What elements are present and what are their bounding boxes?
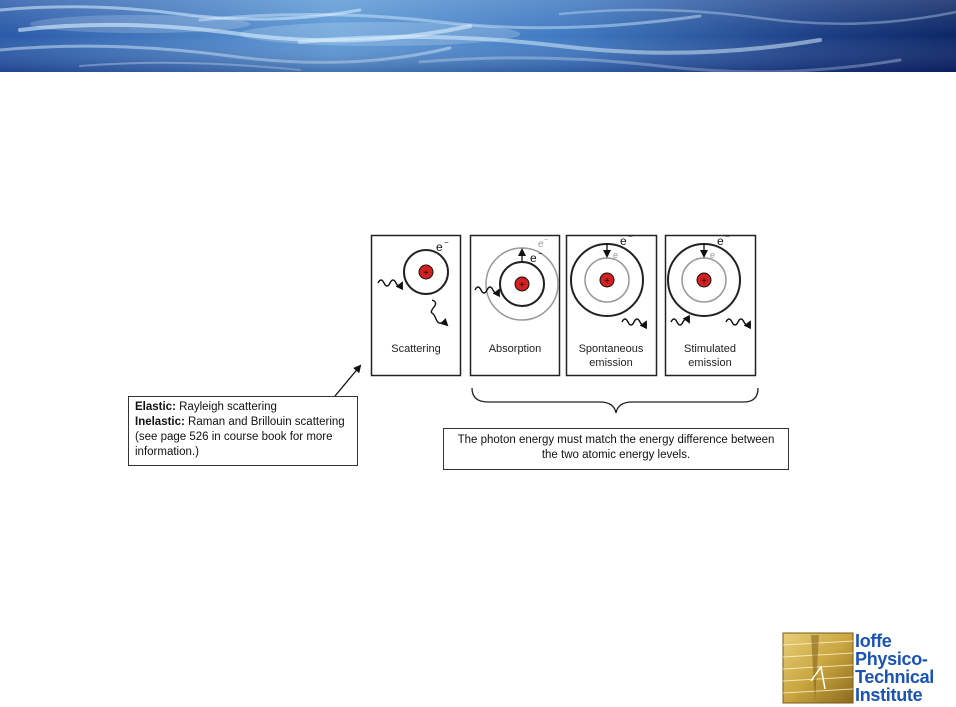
electron-label-stimulated: e (717, 234, 724, 248)
elastic-term: Elastic: (135, 401, 176, 413)
electron-label-spontaneous: e (620, 234, 627, 248)
scattering-types-box (128, 396, 358, 466)
electron-sup-stimulated: − (725, 232, 730, 241)
inelastic-text: Raman and Brillouin scattering (see page 526 in course book for more information.) (135, 416, 345, 458)
electron-sup-absorption: − (538, 249, 543, 258)
electron-sup-spontaneous: − (628, 232, 633, 241)
ioffe-logo-text (855, 632, 934, 704)
logo-line-1: Ioffe (855, 631, 892, 651)
nucleus-plus-2: + (519, 280, 525, 291)
elastic-line (135, 400, 351, 415)
electron-label-stimulated-lower: e (710, 250, 716, 260)
logo-line-3: Technical (855, 667, 934, 687)
logo-line-2: Physico- (855, 649, 928, 669)
inelastic-term: Inelastic: (135, 416, 185, 428)
electron-label-absorption-upper: e (538, 239, 544, 250)
panel-label-stimulated: Stimulated emission (684, 343, 736, 369)
nucleus-plus-3: + (604, 276, 610, 287)
curly-brace (472, 388, 758, 413)
panel-label-absorption: Absorption (488, 343, 542, 355)
panel-label-spontaneous: Spontaneous emission (578, 343, 644, 369)
elastic-text: Rayleigh scattering (175, 401, 277, 413)
scattering-pointer-arrow (335, 366, 360, 396)
electron-label-scattering: e (436, 240, 443, 254)
nucleus-plus-1: + (423, 268, 429, 279)
panel-label-scattering: Scattering (391, 343, 441, 355)
logo-line-4: Institute (855, 685, 923, 705)
inelastic-line (135, 415, 351, 460)
electron-label-spontaneous-lower: e (613, 250, 619, 260)
electron-sup-absorption-upper: − (544, 237, 549, 244)
energy-note-box (443, 428, 789, 470)
nucleus-plus-4: + (701, 276, 707, 287)
electron-label-absorption: e (530, 251, 537, 265)
electron-sup-scattering: − (444, 238, 449, 247)
energy-note-text: The photon energy must match the energy difference between the two atomic energy levels. (457, 434, 775, 461)
